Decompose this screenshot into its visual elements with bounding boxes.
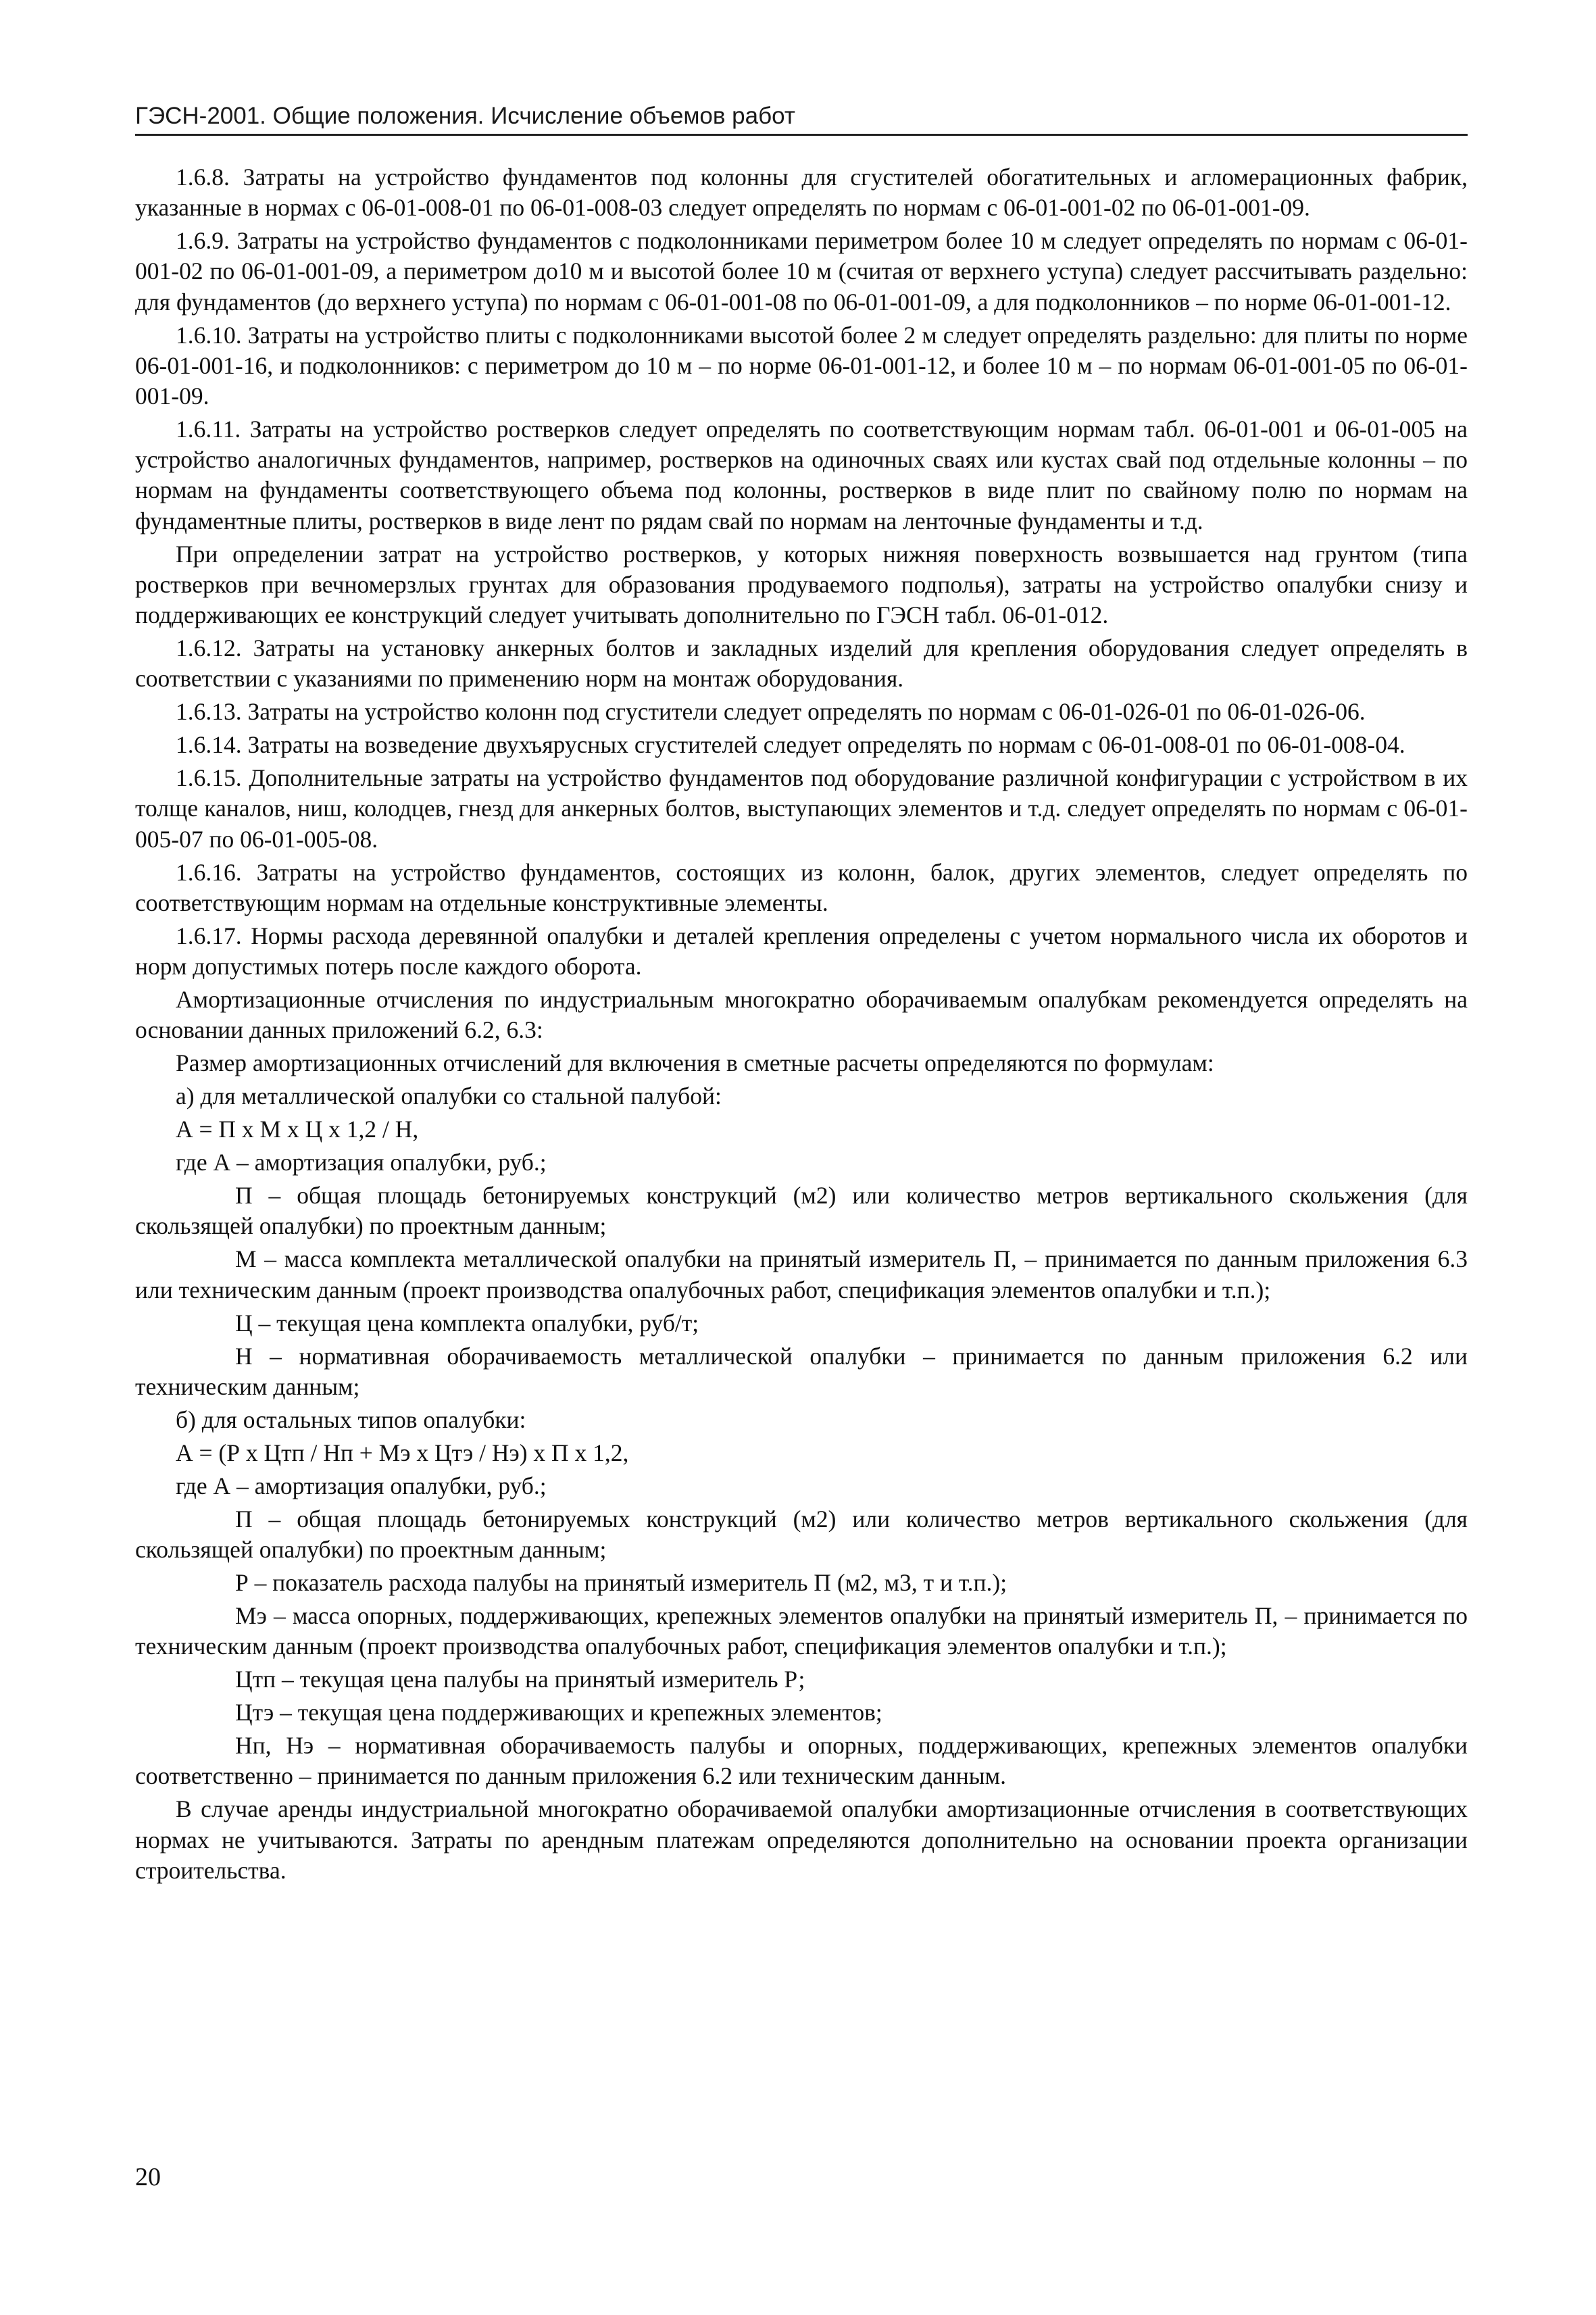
section-b-definition: П – общая площадь бетонируемых конструкций (м2) или количество метров вертикального скольжения (для скользящей опалубки) по проектным данным; bbox=[135, 1505, 1468, 1564]
section-b-definition: Цтп – текущая цена палубы на принятый измеритель Р; bbox=[235, 1666, 805, 1693]
section-b-definition: Нп, Нэ – нормативная оборачиваемость палубы и опорных, поддерживающих, крепежных элементов опалубки соответственно – принимается по данным приложения 6.2 или техническим данным. bbox=[135, 1732, 1468, 1790]
section-b-where: где А – амортизация опалубки, руб.; bbox=[176, 1472, 547, 1499]
paragraph-1-6-15: 1.6.15. Дополнительные затраты на устройство фундаментов под оборудование различной конфигурации с устройством в их толще каналов, ниш, колодцев, гнезд для анкерных болтов, выступающих элементов и т.д. следует определять по нормам с 06-01-005-07 по 06-01-005-08. bbox=[135, 764, 1468, 853]
paragraph-1-6-8: 1.6.8. Затраты на устройство фундаментов под колонны для сгустителей обогатительных и агломерационных фабрик, указанные в нормах с 06-01-008-01 по 06-01-008-03 следует определять по нормам с 06-01-001-02 по 06-01-001-09. bbox=[135, 164, 1468, 222]
paragraph-1-6-16: 1.6.16. Затраты на устройство фундаментов, состоящих из колонн, балок, других элементов, следует определять по соответствующим нормам на отдельные конструктивные элементы. bbox=[135, 858, 1468, 916]
section-a-definition: Ц – текущая цена комплекта опалубки, руб/т; bbox=[235, 1309, 699, 1337]
section-a-formula: А = П х М х Ц х 1,2 / Н, bbox=[176, 1116, 419, 1143]
running-header: ГЭСН-2001. Общие положения. Исчисление объемов работ bbox=[135, 103, 795, 129]
section-b-formula: А = (Р х Цтп / Нп + Мэ х Цтэ / Нэ) х П х 1,2, bbox=[176, 1439, 629, 1466]
section-b-heading: б) для остальных типов опалубки: bbox=[176, 1405, 526, 1433]
paragraph-amortization: Амортизационные отчисления по индустриальным многократно оборачиваемым опалубкам рекомендуется определять на основании данных приложений 6.2, 6.3: bbox=[135, 986, 1468, 1044]
paragraph-formula-intro: Размер амортизационных отчислений для включения в сметные расчеты определяются по формулам: bbox=[176, 1049, 1214, 1077]
section-b-definition: Цтэ – текущая цена поддерживающих и крепежных элементов; bbox=[235, 1699, 882, 1726]
section-a-where: где А – амортизация опалубки, руб.; bbox=[176, 1149, 547, 1176]
paragraph-1-6-9: 1.6.9. Затраты на устройство фундаментов с подколонниками периметром более 10 м следует определять по нормам с 06-01-001-02 по 06-01-001-09, а периметром до10 м и высотой более 10 м (считая от верхнего уступа) следует рассчитывать раздельно: для фундаментов (до верхнего уступа) по нормам с 06-01-001-08 по 06-01-001-09, а для подколонников – по норме 06-01-001-12. bbox=[135, 227, 1468, 316]
section-a-definition: М – масса комплекта металлической опалубки на принятый измеритель П, – принимается по данным приложения 6.3 или техническим данным (проект производства опалубочных работ, спецификация элементов опалубки и т.п.); bbox=[135, 1245, 1468, 1303]
paragraph-1-6-11: 1.6.11. Затраты на устройство ростверков следует определять по соответствующим нормам табл. 06-01-001 и 06-01-005 на устройство аналогичных фундаментов, например, ростверков на одиночных сваях или кустах свай под отдельные колонны – по нормам на фундаменты соответствующего объема под колонны, ростверков в виде плит по свайному полю по нормам на фундаментные плиты, ростверков в виде лент по рядам свай по нормам на ленточные фундаменты и т.д. bbox=[135, 416, 1468, 534]
paragraph-1-6-10: 1.6.10. Затраты на устройство плиты с подколонниками высотой более 2 м следует определять раздельно: для плиты по норме 06-01-001-16, и подколонников: с периметром до 10 м – по норме 06-01-001-12, и более 10 м – по нормам 06-01-001-05 по 06-01-001-09. bbox=[135, 321, 1468, 410]
paragraph-rental: В случае аренды индустриальной многократно оборачиваемой опалубки амортизационные отчисления в соответствующих нормах не учитываются. Затраты по арендным платежам определяются дополнительно на основании проекта организации строительства. bbox=[135, 1795, 1468, 1884]
paragraph-rostverk-note: При определении затрат на устройство ростверков, у которых нижняя поверхность возвышается над грунтом (типа ростверков при вечномерзлых грунтах для образования продуваемого подполья), затраты на устройство опалубки снизу и поддерживающих ее конструкций следует учитывать дополнительно по ГЭСН табл. 06-01-012. bbox=[135, 540, 1468, 629]
page-number: 20 bbox=[135, 2163, 161, 2191]
section-a-heading: а) для металлической опалубки со стальной палубой: bbox=[176, 1082, 722, 1110]
header-rule bbox=[135, 134, 1468, 136]
paragraph-1-6-14: 1.6.14. Затраты на возведение двухъярусных сгустителей следует определять по нормам с 06-01-008-01 по 06-01-008-04. bbox=[176, 731, 1405, 759]
paragraph-1-6-17: 1.6.17. Нормы расхода деревянной опалубки и деталей крепления определены с учетом нормального числа их оборотов и норм допустимых потерь после каждого оборота. bbox=[135, 922, 1468, 980]
document-body bbox=[135, 162, 1468, 1889]
paragraph-1-6-13: 1.6.13. Затраты на устройство колонн под сгустители следует определять по нормам с 06-01-026-01 по 06-01-026-06. bbox=[176, 698, 1366, 726]
section-b-definition: Р – показатель расхода палубы на принятый измеритель П (м2, м3, т и т.п.); bbox=[235, 1569, 1007, 1597]
paragraph-1-6-12: 1.6.12. Затраты на установку анкерных болтов и закладных изделий для крепления оборудования следует определять в соответствии с указаниями по применению норм на монтаж оборудования. bbox=[135, 634, 1468, 693]
section-a-definition: П – общая площадь бетонируемых конструкций (м2) или количество метров вертикального скольжения (для скользящей опалубки) по проектным данным; bbox=[135, 1182, 1468, 1240]
section-a-definition: Н – нормативная оборачиваемость металлической опалубки – принимается по данным приложения 6.2 или техническим данным; bbox=[135, 1342, 1468, 1400]
section-b-definition: Мэ – масса опорных, поддерживающих, крепежных элементов опалубки на принятый измеритель П, – принимается по техническим данным (проект производства опалубочных работ, спецификация элементов опалубки и т.п.); bbox=[135, 1602, 1468, 1660]
